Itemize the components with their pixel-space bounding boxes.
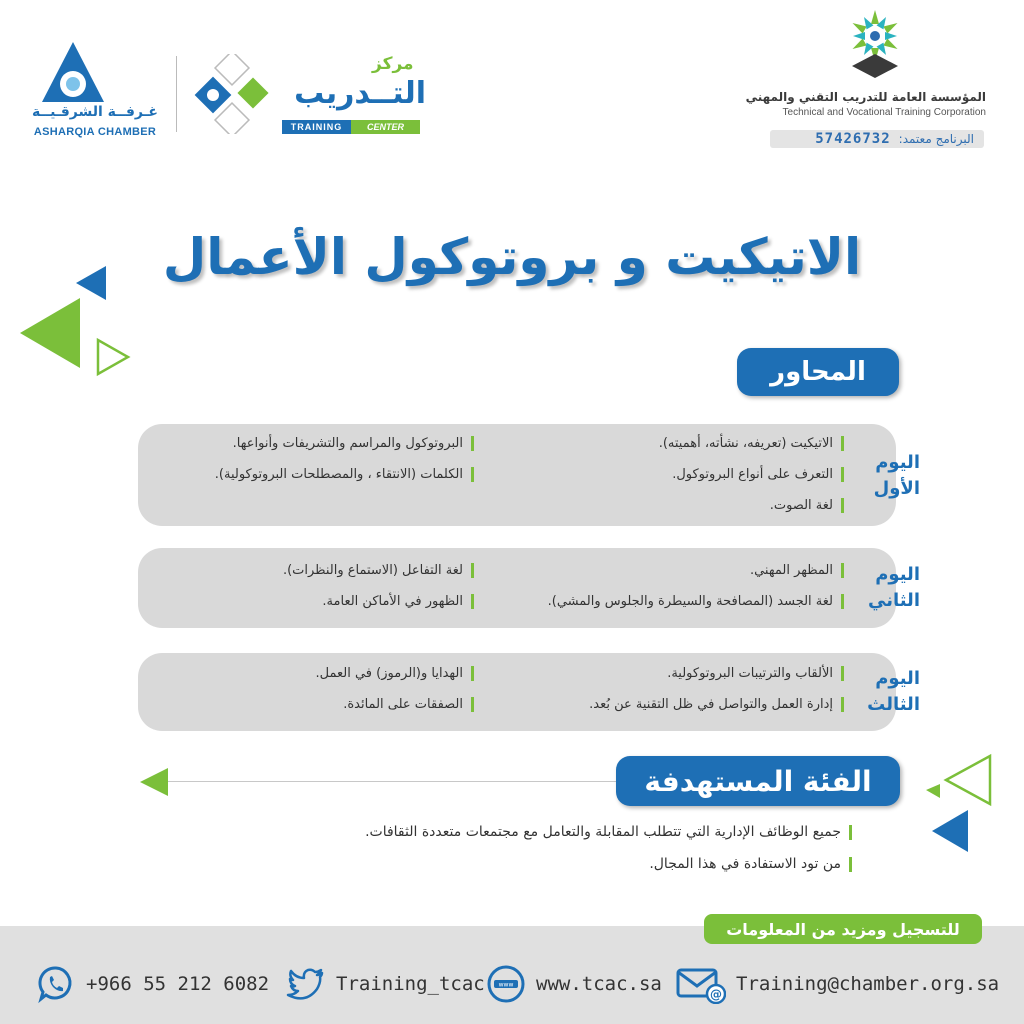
training-center-en-2: CENTER xyxy=(351,120,420,134)
program-number: 57426732 xyxy=(815,131,891,147)
course-title: الاتيكيت و بروتوكول الأعمال xyxy=(162,228,862,286)
training-center-logo xyxy=(190,54,270,134)
day1-item: البروتوكول والمراسم والتشريفات وأنواعها. xyxy=(233,436,474,451)
day1-item: التعرف على أنواع البروتوكول. xyxy=(672,467,844,482)
registration-cta: للتسجيل ومزيد من المعلومات xyxy=(704,914,982,944)
tvtc-logo xyxy=(842,8,908,80)
day-label-3: اليوم الثالث xyxy=(867,668,920,715)
website-url: www.tcac.sa xyxy=(536,973,662,995)
day2-item: المظهر المهني. xyxy=(750,563,844,578)
website-contact[interactable] xyxy=(486,964,662,1004)
day3-item: الهدايا و(الرموز) في العمل. xyxy=(316,666,475,681)
day2-item: لغة الجسد (المصافحة والسيطرة والجلوس والمشي). xyxy=(548,594,844,609)
day-label-2: اليوم الثاني xyxy=(867,564,920,611)
chamber-name-ar: غـرفــة الشرقـيــة xyxy=(32,104,158,120)
svg-text:@: @ xyxy=(710,987,722,1002)
arrow-left-icon xyxy=(140,768,170,796)
twitter-handle: Training_tcac xyxy=(336,973,485,995)
day2-item: الظهور في الأماكن العامة. xyxy=(322,594,474,609)
twitter-icon xyxy=(286,964,326,1004)
arrow-line xyxy=(160,781,620,782)
day-card-3 xyxy=(138,653,896,731)
decorative-triangles-right xyxy=(922,752,996,856)
twitter-contact[interactable] xyxy=(286,964,485,1004)
day3-item: الألقاب والترتيبات البروتوكولية. xyxy=(667,666,844,681)
tvtc-name-en: Technical and Vocational Training Corporation xyxy=(782,107,986,118)
training-center-small-label: مركز xyxy=(372,54,414,74)
day1-item: الاتيكيت (تعريفه، نشأته، أهميته). xyxy=(659,436,844,451)
phone-contact[interactable] xyxy=(36,964,269,1004)
target-audience-heading: الفئة المستهدفة xyxy=(616,756,900,806)
tvtc-name-ar: المؤسسة العامة للتدريب التقني والمهني xyxy=(745,90,986,104)
email-contact[interactable] xyxy=(676,964,999,1004)
program-badge xyxy=(770,130,984,148)
axes-heading: المحاور xyxy=(737,348,899,396)
day1-item: الكلمات (الانتقاء ، والمصطلحات البروتوكولية). xyxy=(215,467,474,482)
email-address: Training@chamber.org.sa xyxy=(736,973,1000,995)
header-divider xyxy=(176,56,177,132)
day2-item: لغة التفاعل (الاستماع والنظرات). xyxy=(283,563,474,578)
whatsapp-icon xyxy=(36,964,76,1004)
training-center-title: التــدريب xyxy=(294,76,426,111)
email-icon xyxy=(676,964,726,1004)
target-item: من تود الاستفادة في هذا المجال. xyxy=(649,856,852,872)
svg-text:www: www xyxy=(498,981,514,989)
web-icon xyxy=(486,964,526,1004)
chamber-name-en: ASHARQIA CHAMBER xyxy=(33,126,157,138)
program-label: البرنامج معتمد: xyxy=(898,132,974,146)
phone-number: +966 55 212 6082 xyxy=(86,973,270,995)
day3-item: إدارة العمل والتواصل في ظل التقنية عن بُعد. xyxy=(589,697,844,712)
day-card-2 xyxy=(138,548,896,628)
chamber-logo xyxy=(38,40,108,110)
training-center-en-bar xyxy=(282,120,420,134)
training-center-en-1: TRAINING xyxy=(282,120,351,134)
day1-item: لغة الصوت. xyxy=(770,498,844,513)
day-label-1: اليوم الأول xyxy=(873,452,920,499)
target-item: جميع الوظائف الإدارية التي تتطلب المقابلة والتعامل مع مجتمعات متعددة الثقافات. xyxy=(365,824,852,840)
day3-item: الصفقات على المائدة. xyxy=(343,697,474,712)
